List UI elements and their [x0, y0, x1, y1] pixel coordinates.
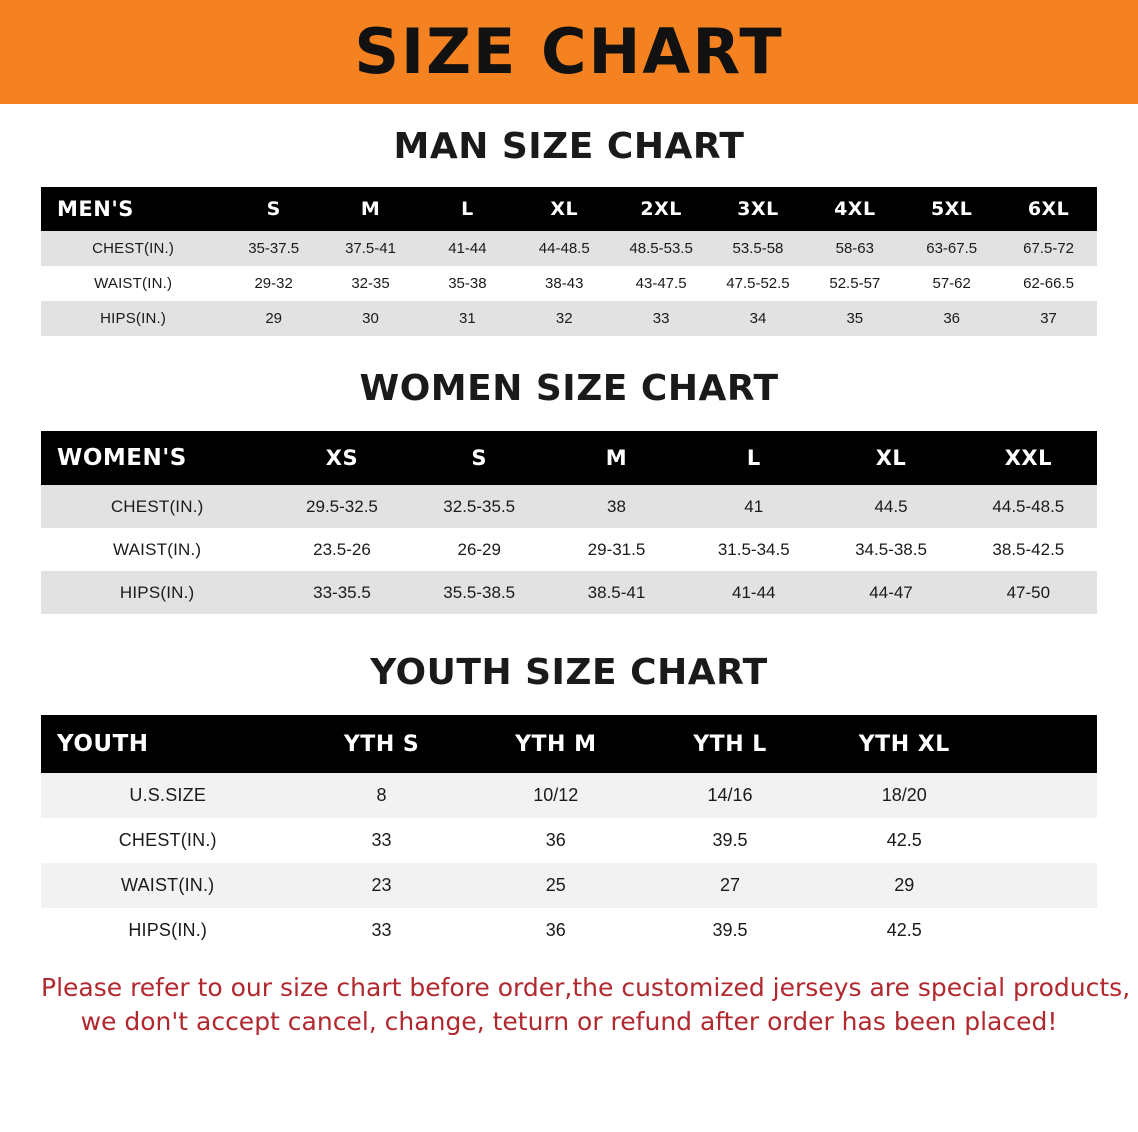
- footer-line-2: we don't accept cancel, change, teturn or refund after order has been placed!: [80, 1006, 1058, 1036]
- table-cell: 33: [652, 310, 670, 327]
- table-row: [41, 301, 1097, 336]
- table-cell: 43-47.5: [635, 275, 687, 292]
- column-header: YTH L: [693, 731, 767, 757]
- table-cell: 38.5-42.5: [992, 539, 1065, 559]
- table-row: [41, 571, 1097, 614]
- column-header: YOUTH: [57, 731, 149, 757]
- table-cell: 29-31.5: [587, 539, 646, 559]
- women-size-table: [41, 431, 1097, 614]
- column-header: L: [746, 446, 761, 470]
- table-header-row: [41, 715, 1097, 773]
- table-cell: 36: [545, 830, 566, 850]
- footer-line-1: Please refer to our size chart before order,the customized jerseys are special products,: [41, 973, 1131, 1002]
- table-cell: 34.5-38.5: [855, 539, 927, 559]
- row-label: HIPS(IN.): [100, 310, 167, 327]
- column-header: XS: [325, 446, 359, 470]
- table-cell: 34: [749, 310, 767, 327]
- row-label: HIPS(IN.): [128, 920, 208, 940]
- column-header: XL: [550, 198, 579, 220]
- row-label: CHEST(IN.): [110, 496, 204, 516]
- column-header: YTH S: [343, 731, 420, 757]
- table-cell: 29-32: [254, 275, 293, 292]
- table-cell: 10/12: [533, 785, 579, 805]
- table-cell-empty: [991, 863, 1097, 908]
- column-header: 2XL: [640, 198, 682, 220]
- table-cell: 23.5-26: [313, 539, 371, 559]
- column-header: XXL: [1004, 446, 1052, 470]
- table-cell: 35: [846, 310, 864, 327]
- row-label: WAIST(IN.): [121, 875, 215, 895]
- row-label: HIPS(IN.): [119, 582, 195, 602]
- column-header: S: [266, 198, 281, 220]
- table-cell: 47-50: [1006, 582, 1051, 602]
- table-header-row: [41, 187, 1097, 231]
- table-cell: 36: [545, 920, 566, 940]
- column-header: 3XL: [737, 198, 779, 220]
- table-cell: 38.5-41: [587, 582, 646, 602]
- column-header-spacer: [991, 715, 1097, 773]
- table-cell: 41-44: [448, 240, 487, 257]
- table-cell: 44-48.5: [538, 240, 590, 257]
- table-row: [41, 773, 1097, 818]
- column-header: MEN'S: [57, 197, 134, 221]
- table-cell: 38: [607, 496, 626, 516]
- table-cell: 44-47: [869, 582, 913, 602]
- table-cell: 23: [371, 875, 392, 895]
- youth-size-table: [41, 715, 1097, 953]
- page-title: SIZE CHART: [354, 15, 784, 88]
- women-section-title: WOMEN SIZE CHART: [359, 368, 779, 409]
- table-cell: 39.5: [712, 830, 748, 850]
- column-header: S: [471, 446, 488, 470]
- table-cell: 44.5-48.5: [992, 496, 1065, 516]
- table-cell: 30: [362, 310, 379, 327]
- table-cell: 39.5: [712, 920, 748, 940]
- women-size-table-wrapper: [41, 431, 1097, 614]
- table-cell: 32.5-35.5: [443, 496, 516, 516]
- column-header: M: [605, 446, 628, 470]
- table-cell: 32-35: [351, 275, 390, 292]
- table-cell: 67.5-72: [1023, 240, 1074, 257]
- table-cell: 63-67.5: [926, 240, 978, 257]
- table-row: [41, 863, 1097, 908]
- table-cell-empty: [991, 773, 1097, 818]
- table-cell: 38-43: [545, 275, 584, 292]
- youth-size-table-wrapper: [41, 715, 1097, 953]
- table-cell: 35-37.5: [248, 240, 300, 257]
- table-cell: 47.5-52.5: [726, 275, 790, 292]
- banner: [0, 0, 1138, 104]
- row-label: CHEST(IN.): [118, 830, 217, 850]
- column-header: 4XL: [834, 198, 876, 220]
- table-cell: 31: [459, 310, 476, 327]
- table-cell: 14/16: [707, 785, 753, 805]
- table-cell: 41: [744, 496, 764, 516]
- column-header: M: [360, 198, 381, 220]
- table-cell: 35.5-38.5: [443, 582, 516, 602]
- table-cell: 44.5: [874, 496, 908, 516]
- column-header: 6XL: [1027, 198, 1070, 220]
- table-cell: 41-44: [732, 582, 776, 602]
- table-cell: 29.5-32.5: [306, 496, 378, 516]
- table-cell: 33: [371, 920, 392, 940]
- table-cell: 37: [1040, 310, 1057, 327]
- row-label: U.S.SIZE: [129, 785, 207, 805]
- table-cell: 27: [720, 875, 741, 895]
- row-label: WAIST(IN.): [94, 275, 173, 292]
- table-cell: 33: [371, 830, 392, 850]
- table-row: [41, 266, 1097, 301]
- table-cell: 42.5: [886, 830, 922, 850]
- table-cell: 8: [376, 785, 387, 805]
- column-header: XL: [875, 446, 907, 470]
- table-cell: 35-38: [448, 275, 487, 292]
- table-cell: 62-66.5: [1023, 275, 1074, 292]
- man-size-table-wrapper: [41, 187, 1097, 336]
- table-row: [41, 485, 1097, 528]
- row-label: CHEST(IN.): [92, 240, 175, 257]
- youth-section-title: YOUTH SIZE CHART: [370, 652, 768, 693]
- column-header: YTH XL: [858, 731, 950, 757]
- column-header: WOMEN'S: [57, 445, 187, 471]
- table-cell-empty: [991, 908, 1097, 953]
- table-cell: 31.5-34.5: [717, 539, 790, 559]
- table-cell: 18/20: [881, 785, 927, 805]
- table-cell: 48.5-53.5: [629, 240, 693, 257]
- column-header: 5XL: [930, 198, 973, 220]
- table-cell: 29: [265, 310, 282, 327]
- table-cell: 29: [894, 875, 915, 895]
- man-section-title: MAN SIZE CHART: [393, 126, 745, 167]
- table-cell: 42.5: [886, 920, 922, 940]
- footer-disclaimer: [41, 971, 1131, 1039]
- table-cell: 52.5-57: [829, 275, 881, 292]
- table-header-row: [41, 431, 1097, 485]
- table-row: [41, 818, 1097, 863]
- table-cell: 33-35.5: [313, 582, 371, 602]
- row-label: WAIST(IN.): [113, 539, 202, 559]
- table-cell: 26-29: [457, 539, 501, 559]
- column-header: L: [461, 198, 474, 220]
- table-cell: 37.5-41: [345, 240, 396, 257]
- table-cell: 57-62: [932, 275, 971, 292]
- man-size-table: [41, 187, 1097, 336]
- column-header: YTH M: [515, 731, 597, 757]
- table-cell: 53.5-58: [732, 240, 784, 257]
- table-cell: 58-63: [835, 240, 874, 257]
- table-cell: 36: [943, 310, 961, 327]
- table-row: [41, 908, 1097, 953]
- table-cell-empty: [991, 818, 1097, 863]
- table-cell: 32: [555, 310, 573, 327]
- table-row: [41, 231, 1097, 266]
- table-cell: 25: [545, 875, 566, 895]
- table-row: [41, 528, 1097, 571]
